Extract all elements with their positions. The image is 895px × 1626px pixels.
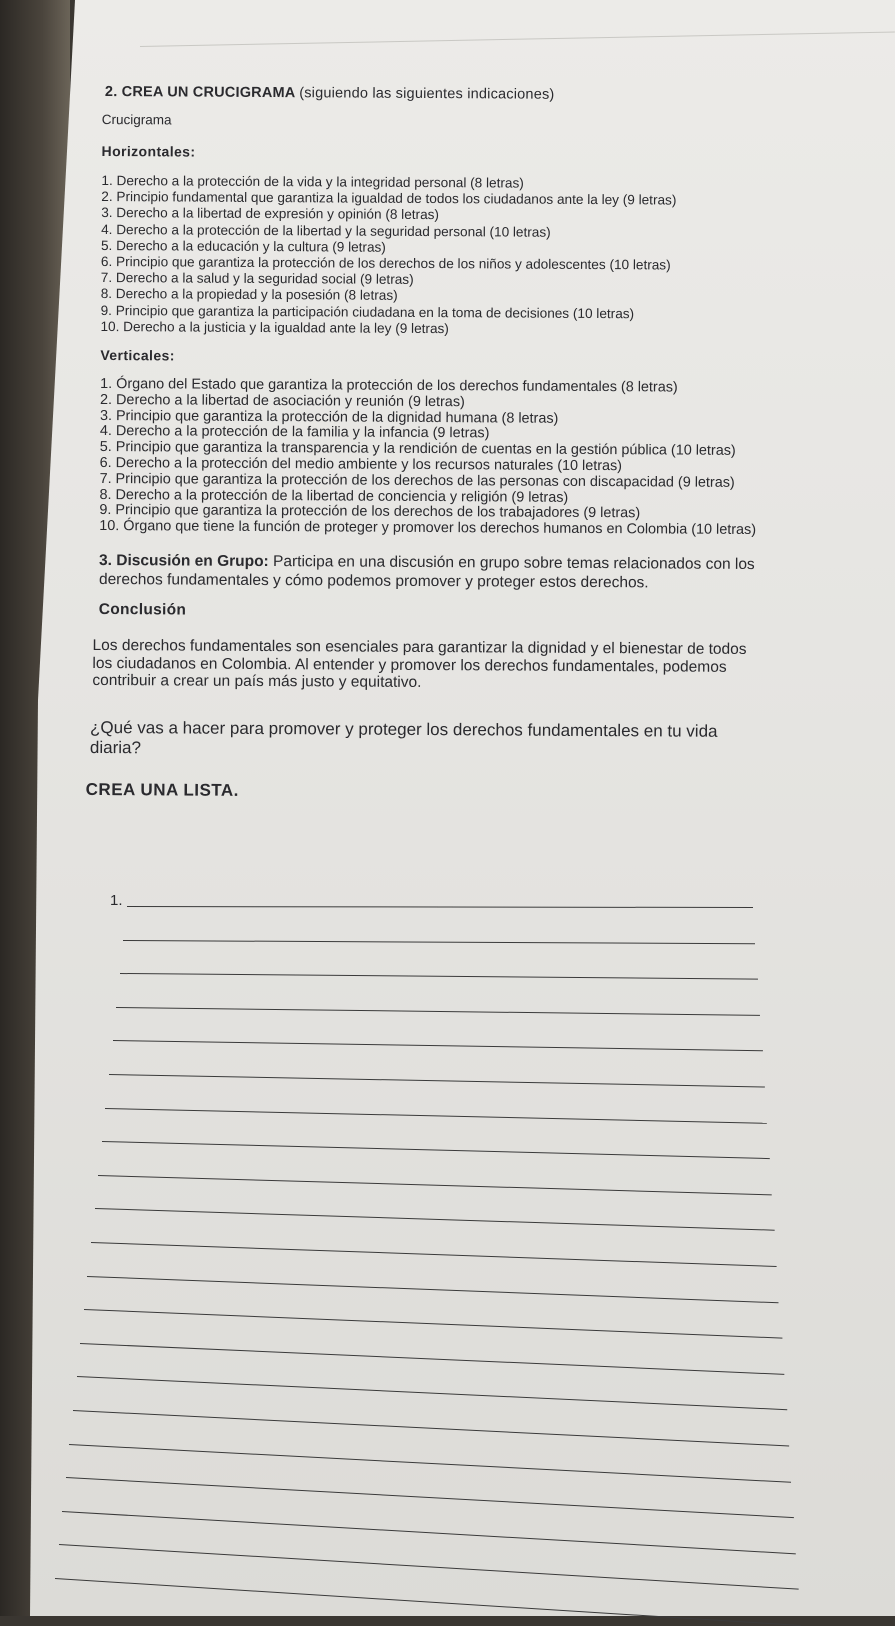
answer-number: 1. <box>110 892 123 909</box>
prompt-question: ¿Qué vas a hacer para promover y proteger los derechos fundamentales en tu vida diaria? <box>89 717 718 757</box>
horizontal-clue: 7. Derecho a la salud y la seguridad social (9 letras) <box>100 270 414 288</box>
verticales-list <box>99 377 760 539</box>
horizontal-clue: 6. Principio que garantiza la protección de los derechos de los niños y adolescentes (10 letras) <box>100 254 671 273</box>
discussion-text: Participa en una discusión en grupo sobre temas relacionados con los derechos fundamentales y cómo podemos promover y proteger estos derechos. <box>98 553 755 592</box>
vertical-clue: 2. Derecho a la libertad de asociación y reunión (9 letras) <box>100 391 465 411</box>
conclusion-text: Los derechos fundamentales son esenciales para garantizar la dignidad y el bienestar de todos los ciudadanos en Colombia. Al entender y promover los derechos fundamentales, podemos contribuir a crear un país más justo y equitativo. <box>92 636 747 691</box>
horizontales-list <box>100 173 761 339</box>
vertical-clue: 4. Derecho a la protección de la familia y la infancia (9 letras) <box>99 423 490 442</box>
horizontal-clue: 5. Derecho a la educación y la cultura (9 letras) <box>100 237 386 255</box>
vertical-clue: 6. Derecho a la protección del medio ambiente y los recursos naturales (10 letras) <box>99 455 623 475</box>
vertical-clue: 3. Principio que garantiza la protección de la dignidad humana (8 letras) <box>99 407 559 427</box>
horizontal-clue: 3. Derecho a la libertad de expresión y opinión (8 letras) <box>101 205 440 223</box>
horizontal-clue: 4. Derecho a la protección de la libertad y la seguridad personal (10 letras) <box>101 221 551 240</box>
list-title: CREA UNA LISTA. <box>85 779 240 800</box>
horizontal-clue: 10. Derecho a la justicia y la igualdad ante la ley (9 letras) <box>100 318 449 336</box>
horizontal-clue: 9. Principio que garantiza la participación ciudadana en la toma de decisiones (10 letras) <box>100 302 635 321</box>
vertical-clue: 8. Derecho a la protección de la libertad de conciencia y religión (9 letras) <box>99 486 569 506</box>
horizontal-clue: 8. Derecho a la propiedad y la posesión (8 letras) <box>100 286 398 304</box>
horizontal-clue: 2. Principio fundamental que garantiza la igualdad de todos los ciudadanos ante la ley (9 letras) <box>101 189 677 208</box>
horizontales-label: Horizontales: <box>101 142 196 160</box>
heading-main: 2. CREA UN CRUCIGRAMA <box>104 84 296 102</box>
verticales-label: Verticales: <box>100 347 175 364</box>
worksheet-content <box>85 84 762 822</box>
vertical-clue: 5. Principio que garantiza la transparencia y la rendición de cuentas en la gestión pública (10 letras) <box>99 439 736 460</box>
vertical-clue: 1. Órgano del Estado que garantiza la protección de los derechos fundamentales (8 letras) <box>100 376 678 396</box>
conclusion-title: Conclusión <box>98 600 187 619</box>
vertical-clue: 7. Principio que garantiza la protección de los derechos de las personas con discapacidad (9 letras) <box>99 470 735 491</box>
horizontal-clue: 1. Derecho a la protección de la vida y la integridad personal (8 letras) <box>101 172 524 191</box>
vertical-clue: 10. Órgano que tiene la función de proteger y promover los derechos humanos en Colombia (10 letras) <box>99 518 757 539</box>
discussion-paragraph <box>99 551 759 593</box>
section-heading <box>105 84 762 104</box>
vertical-clue: 9. Principio que garantiza la protección de los derechos de los trabajadores (9 letras) <box>99 502 641 522</box>
discussion-title: 3. Discusión en Grupo: <box>99 551 269 571</box>
heading-sub: (siguiendo las siguientes indicaciones) <box>299 85 555 103</box>
crucigrama-label: Crucigrama <box>101 111 172 128</box>
